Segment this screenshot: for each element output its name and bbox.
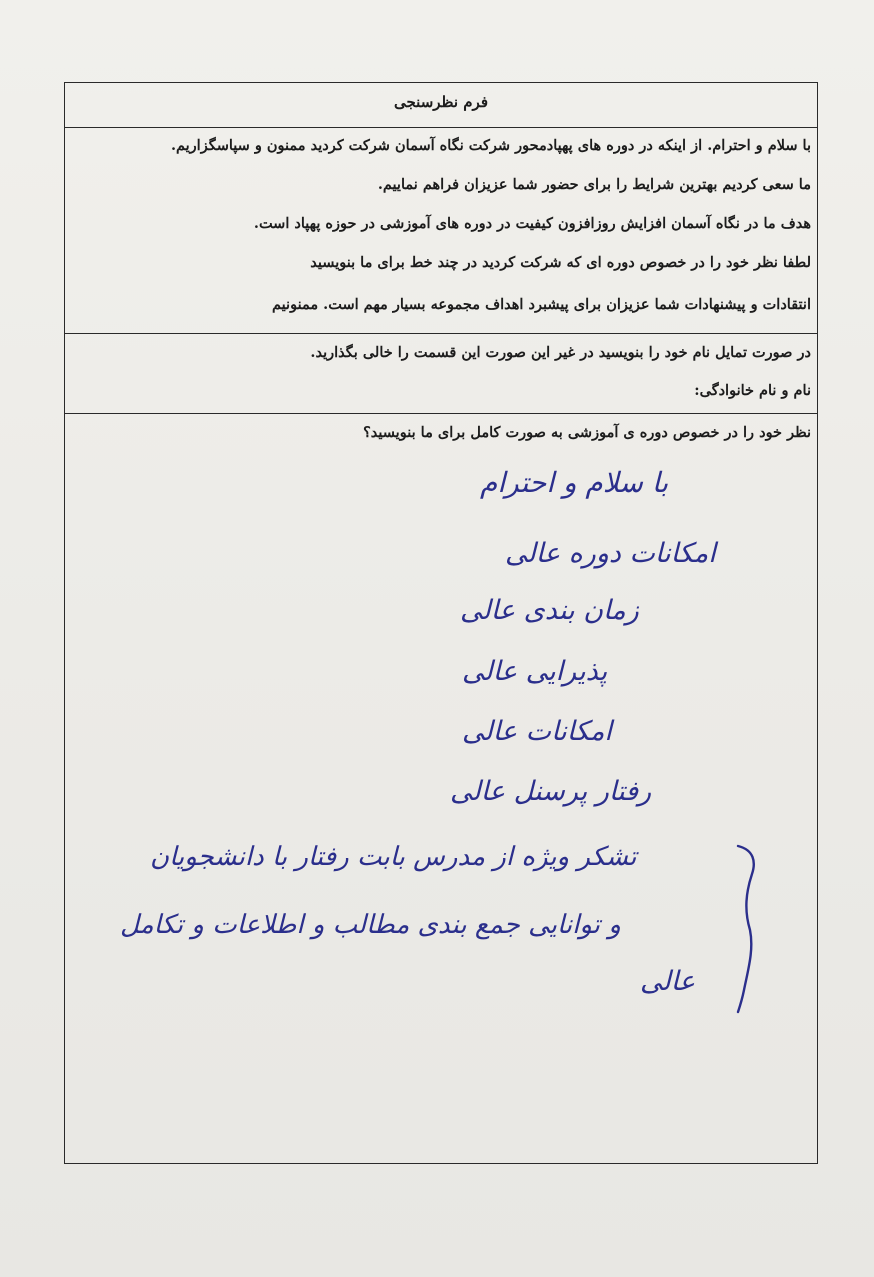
handwritten-brace-mark (728, 840, 768, 1015)
handwritten-line: زمان بندی عالی (460, 595, 639, 626)
form-title: فرم نظرسنجی (394, 93, 488, 111)
handwritten-line: پذیرایی عالی (462, 656, 608, 687)
handwritten-line: و توانایی جمع بندی مطالب و اطلاعات و تکامل (120, 910, 621, 940)
handwritten-line: با سلام و احترام (480, 466, 669, 499)
name-row (65, 334, 817, 414)
handwritten-line: عالی (640, 966, 696, 997)
name-instruction: در صورت تمایل نام خود را بنویسید در غیر این صورت این قسمت را خالی بگذارید. (310, 344, 811, 361)
intro-line: هدف ما در نگاه آسمان افزایش روزافزون کیفیت در دوره های آموزشی در حوزه پهپاد است. (253, 215, 811, 232)
comment-prompt: نظر خود را در خصوص دوره ی آموزشی به صورت کامل برای ما بنویسید؟ (363, 424, 811, 441)
intro-line: ما سعی کردیم بهترین شرایط را برای حضور شما عزیزان فراهم نماییم. (377, 176, 811, 193)
intro-line: با سلام و احترام. از اینکه در دوره های پهپادمحور شرکت نگاه آسمان شرکت کردید ممنون و سپاسگزاریم. (170, 137, 811, 154)
name-label: نام و نام خانوادگی: (694, 382, 811, 399)
intro-row (65, 128, 817, 334)
handwritten-line: تشکر ویژه از مدرس بابت رفتار با دانشجویان (150, 842, 637, 872)
handwritten-line: امکانات دوره عالی (505, 538, 716, 569)
intro-line: لطفا نظر خود را در خصوص دوره ای که شرکت کردید در چند خط برای ما بنویسید (310, 254, 811, 271)
intro-line: انتقادات و پیشنهادات شما عزیزان برای پیشبرد اهداف مجموعه بسیار مهم است. ممنونیم (272, 296, 811, 313)
comment-row (65, 414, 817, 1163)
survey-form-table (64, 82, 818, 1164)
handwritten-line: رفتار پرسنل عالی (450, 776, 652, 807)
form-title-row (65, 83, 817, 128)
handwritten-line: امکانات عالی (462, 716, 612, 747)
